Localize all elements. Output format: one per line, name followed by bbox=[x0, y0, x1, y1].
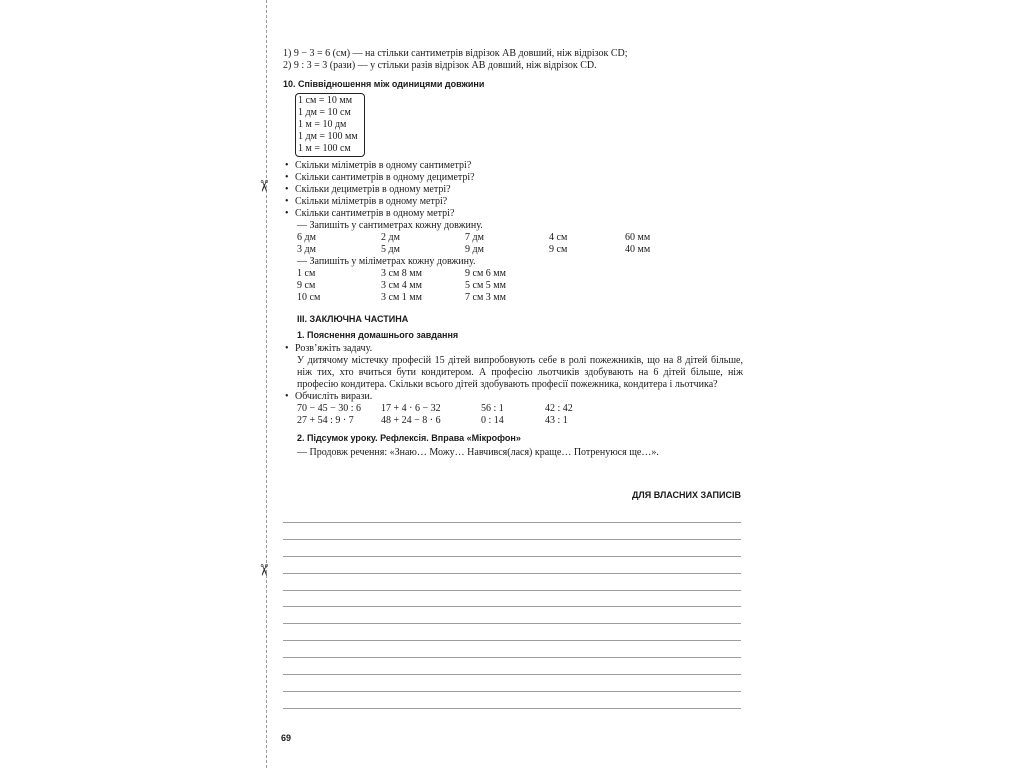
solve-task: • Розв’яжіть задачу. bbox=[283, 343, 743, 355]
cm-table bbox=[283, 232, 743, 256]
expression: 17 + 4 · 6 − 32 bbox=[381, 403, 441, 414]
expression: 56 : 1 bbox=[481, 403, 504, 414]
expression: 43 : 1 bbox=[545, 415, 568, 426]
page-content bbox=[283, 48, 743, 459]
task-centimeters: — Запишіть у сантиметрах кожну довжину. bbox=[297, 220, 483, 231]
writing-line bbox=[283, 674, 741, 675]
question-item: • Скільки сантиметрів в одному дециметрі? bbox=[283, 172, 743, 184]
writing-line bbox=[283, 657, 741, 658]
section-10-title: 10. Співвідношення між одиницями довжини bbox=[283, 79, 485, 89]
writing-line bbox=[283, 522, 741, 523]
mm-cell: 1 см bbox=[297, 268, 316, 279]
cm-cell: 7 дм bbox=[465, 232, 484, 243]
cm-cell: 9 см bbox=[549, 244, 568, 255]
question-item: • Скільки міліметрів в одному метрі? bbox=[283, 196, 743, 208]
cm-cell: 6 дм bbox=[297, 232, 316, 243]
mm-cell: 10 см bbox=[297, 292, 321, 303]
unit-relation: 1 см = 10 мм bbox=[298, 95, 353, 106]
cut-line bbox=[266, 0, 267, 768]
notes-label: ДЛЯ ВЛАСНИХ ЗАПИСІВ bbox=[632, 490, 741, 500]
answer-line: 2) 9 : 3 = 3 (рази) — у стільки разів відрізок AB довший, ніж відрізок CD. bbox=[283, 60, 597, 71]
section-3-title: ІІІ. ЗАКЛЮЧНА ЧАСТИНА bbox=[297, 314, 409, 324]
writing-line bbox=[283, 640, 741, 641]
cm-cell: 3 дм bbox=[297, 244, 316, 255]
cm-cell: 4 см bbox=[549, 232, 568, 243]
task-millimeters: — Запишіть у міліметрах кожну довжину. bbox=[297, 256, 476, 267]
unit-relation: 1 м = 10 дм bbox=[298, 119, 347, 130]
unit-relation: 1 дм = 100 мм bbox=[298, 131, 358, 142]
summary-text: — Продовж речення: «Знаю… Можу… Навчився(лася) краще… Потренуюся ще…». bbox=[297, 447, 659, 458]
units-box bbox=[295, 93, 365, 157]
unit-relation: 1 дм = 10 см bbox=[298, 107, 351, 118]
cm-cell: 40 мм bbox=[625, 244, 651, 255]
writing-line bbox=[283, 691, 741, 692]
compute-task: • Обчисліть вирази. bbox=[283, 391, 743, 403]
writing-line bbox=[283, 708, 741, 709]
mm-cell: 9 см 6 мм bbox=[465, 268, 506, 279]
cm-cell: 2 дм bbox=[381, 232, 400, 243]
mm-table bbox=[283, 268, 743, 304]
mm-cell: 3 см 1 мм bbox=[381, 292, 422, 303]
expression: 0 : 14 bbox=[481, 415, 504, 426]
homework-title: 1. Пояснення домашнього завдання bbox=[297, 330, 459, 340]
unit-relation: 1 м = 100 см bbox=[298, 143, 351, 154]
question-item: • Скільки міліметрів в одному сантиметрі? bbox=[283, 160, 743, 172]
mm-cell: 3 см 4 мм bbox=[381, 280, 422, 291]
summary-title: 2. Підсумок уроку. Рефлексія. Вправа «Мікрофон» bbox=[297, 433, 521, 443]
writing-lines bbox=[283, 522, 741, 725]
writing-line bbox=[283, 606, 741, 607]
scissors-icon: ✂ bbox=[254, 179, 272, 193]
expression: 48 + 24 − 8 · 6 bbox=[381, 415, 441, 426]
writing-line bbox=[283, 556, 741, 557]
question-item: • Скільки сантиметрів в одному метрі? bbox=[283, 208, 743, 220]
mm-cell: 9 см bbox=[297, 280, 316, 291]
answer-line: 1) 9 − 3 = 6 (см) — на стільки сантиметрів відрізок AB довший, ніж відрізок CD; bbox=[283, 48, 628, 59]
question-item: • Скільки дециметрів в одному метрі? bbox=[283, 184, 743, 196]
problem-text: У дитячому містечку професій 15 дітей випробовують себе в ролі пожежників, що на 8 дітей більше, ніж тих, хто вчиться бути кондитером. А професію льотчиків здобувають на 6 дітей більше, ніж професію кондитера. Скільки всього дітей здобувають професії пожежника, кондитера і льотчика? bbox=[297, 355, 743, 390]
cm-cell: 5 дм bbox=[381, 244, 400, 255]
expression: 42 : 42 bbox=[545, 403, 573, 414]
mm-cell: 5 см 5 мм bbox=[465, 280, 506, 291]
expression: 70 − 45 − 30 : 6 bbox=[297, 403, 362, 414]
writing-line bbox=[283, 573, 741, 574]
expressions-table bbox=[283, 403, 743, 427]
cm-cell: 60 мм bbox=[625, 232, 651, 243]
writing-line bbox=[283, 623, 741, 624]
scissors-icon: ✂ bbox=[254, 563, 272, 577]
mm-cell: 7 см 3 мм bbox=[465, 292, 506, 303]
writing-line bbox=[283, 539, 741, 540]
expression: 27 + 54 : 9 · 7 bbox=[297, 415, 354, 426]
writing-line bbox=[283, 590, 741, 591]
cm-cell: 9 дм bbox=[465, 244, 484, 255]
page-number: 69 bbox=[281, 733, 292, 743]
mm-cell: 3 см 8 мм bbox=[381, 268, 422, 279]
